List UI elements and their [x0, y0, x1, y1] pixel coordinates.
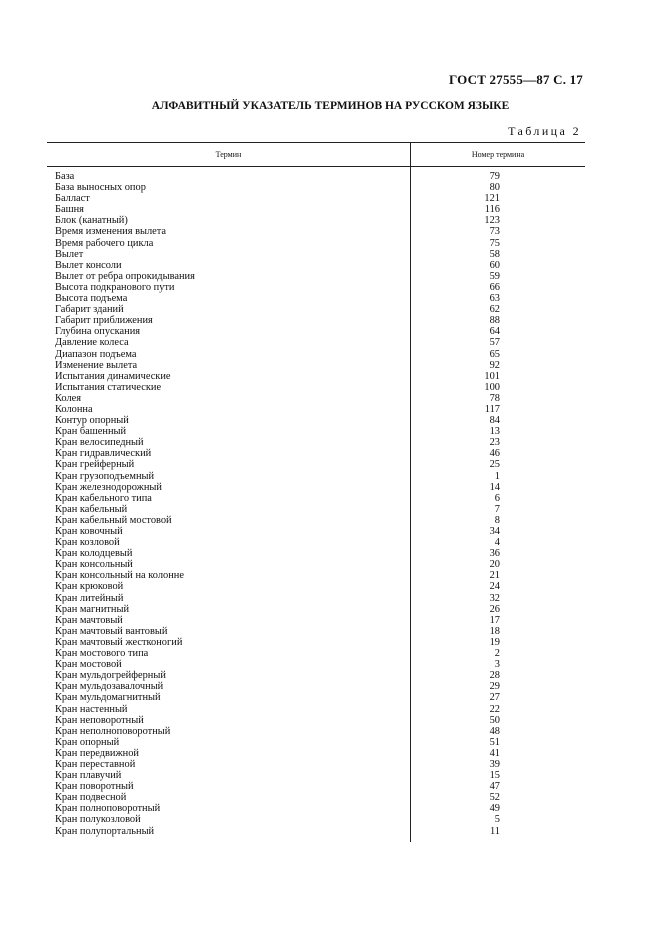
term-cell: Кран мульдогрейферный	[55, 670, 166, 682]
page-title: АЛФАВИТНЫЙ УКАЗАТЕЛЬ ТЕРМИНОВ НА РУССКОМ ЯЗЫКЕ	[151, 100, 510, 112]
term-cell: Высота подъема	[55, 293, 128, 305]
table-row	[0, 493, 661, 504]
table-row	[0, 415, 661, 426]
table-row	[0, 393, 661, 404]
table-row	[0, 282, 661, 293]
term-number-cell: 52	[489, 792, 500, 804]
table-row	[0, 182, 661, 193]
term-number-cell: 57	[489, 337, 500, 349]
table-row	[0, 704, 661, 715]
term-number-cell: 62	[489, 304, 500, 316]
term-number-cell: 123	[484, 215, 500, 227]
term-cell: Кран кабельный мостовой	[55, 514, 172, 526]
table-row	[0, 459, 661, 470]
table-row	[0, 615, 661, 626]
table-row	[0, 271, 661, 282]
table-row	[0, 792, 661, 803]
term-cell: Кран подвесной	[55, 792, 127, 804]
term-cell: Кран мульдомагнитный	[55, 692, 161, 704]
table-row	[0, 626, 661, 637]
table-row	[0, 471, 661, 482]
term-cell: Кран грузоподъемный	[55, 470, 155, 482]
term-cell: Колея	[55, 392, 82, 404]
term-number-cell: 7	[494, 503, 500, 515]
table-top-rule	[47, 142, 585, 143]
table-row	[0, 226, 661, 237]
term-number-cell: 11	[489, 825, 500, 837]
table-row	[0, 737, 661, 748]
term-cell: Габарит зданий	[55, 304, 124, 316]
table-row	[0, 770, 661, 781]
table-row	[0, 293, 661, 304]
term-cell: Кран полукозловой	[55, 814, 141, 826]
term-cell: Кран мачтовый вантовый	[55, 625, 168, 637]
term-number-cell: 24	[489, 581, 500, 593]
term-number-cell: 75	[489, 237, 500, 249]
term-cell: Балласт	[55, 193, 90, 205]
term-number-cell: 25	[489, 459, 500, 471]
table-row	[0, 260, 661, 271]
table-row	[0, 526, 661, 537]
term-number-cell: 117	[484, 403, 500, 415]
page-header-doc-ref: ГОСТ 27555—87 С. 17	[449, 72, 583, 87]
term-number-cell: 23	[489, 437, 500, 449]
term-cell: Вылет консоли	[55, 259, 122, 271]
table-row	[0, 593, 661, 604]
term-cell: Кран переставной	[55, 758, 136, 770]
table-row	[0, 559, 661, 570]
column-header-number: Номер термина	[471, 150, 525, 159]
table-row	[0, 515, 661, 526]
term-number-cell: 48	[489, 725, 500, 737]
term-number-cell: 21	[489, 570, 500, 582]
term-cell: Высота подкранового пути	[55, 281, 175, 293]
term-cell: База	[55, 171, 75, 182]
term-number-cell: 50	[489, 714, 500, 726]
term-cell: Кран консольный	[55, 559, 133, 571]
term-number-cell: 3	[494, 659, 500, 671]
term-cell: Кран колодцевый	[55, 548, 133, 560]
table-row	[0, 437, 661, 448]
term-cell: Кран поворотный	[55, 781, 134, 793]
term-cell: Кран козловой	[55, 537, 120, 549]
term-number-cell: 29	[489, 681, 500, 693]
table-row	[0, 482, 661, 493]
term-number-cell: 1	[494, 470, 500, 482]
table-row	[0, 814, 661, 825]
term-number-cell: 66	[489, 281, 500, 293]
table-row	[0, 249, 661, 260]
term-number-cell: 5	[494, 814, 500, 826]
term-cell: Кран железнодорожный	[55, 481, 162, 493]
term-cell: Вылет	[55, 248, 84, 260]
term-cell: Кран полноповоротный	[55, 803, 161, 815]
term-cell: Испытания статические	[55, 381, 162, 393]
term-cell: Глубина опускания	[55, 326, 141, 338]
term-number-cell: 88	[489, 315, 500, 327]
term-number-cell: 27	[489, 692, 500, 704]
term-number-cell: 32	[489, 592, 500, 604]
table-row	[0, 692, 661, 703]
table-row	[0, 171, 661, 182]
term-cell: Башня	[55, 204, 84, 216]
table-row	[0, 570, 661, 581]
term-cell: Кран консольный на колонне	[55, 570, 184, 582]
term-number-cell: 49	[489, 803, 500, 815]
table-row	[0, 759, 661, 770]
table-row	[0, 659, 661, 670]
term-cell: Кран плавучий	[55, 770, 122, 782]
term-cell: Давление колеса	[55, 337, 129, 349]
term-number-cell: 101	[484, 370, 500, 382]
table-row	[0, 215, 661, 226]
table-row	[0, 803, 661, 814]
term-number-cell: 78	[489, 392, 500, 404]
term-number-cell: 17	[489, 614, 500, 626]
term-number-cell: 41	[489, 747, 500, 759]
term-number-cell: 20	[489, 559, 500, 571]
table-row	[0, 326, 661, 337]
table-row	[0, 204, 661, 215]
table-row	[0, 404, 661, 415]
table-row	[0, 781, 661, 792]
term-number-cell: 8	[494, 514, 500, 526]
term-cell: Кран грейферный	[55, 459, 135, 471]
term-number-cell: 59	[489, 270, 500, 282]
table-row	[0, 604, 661, 615]
term-cell: Время рабочего цикла	[55, 237, 154, 249]
term-cell: Кран опорный	[55, 736, 120, 748]
term-number-cell: 2	[494, 648, 500, 660]
term-number-cell: 51	[489, 736, 500, 748]
term-cell: Кран крюковой	[55, 581, 124, 593]
term-number-cell: 64	[489, 326, 500, 338]
table-header-rule	[47, 166, 585, 167]
term-number-cell: 65	[489, 348, 500, 360]
term-number-cell: 26	[489, 603, 500, 615]
table-row	[0, 238, 661, 249]
term-number-cell: 15	[489, 770, 500, 782]
term-cell: Кран неповоротный	[55, 714, 144, 726]
table-row	[0, 504, 661, 515]
table-row	[0, 371, 661, 382]
table-row	[0, 537, 661, 548]
term-cell: Кран ковочный	[55, 526, 123, 537]
term-number-cell: 73	[489, 226, 500, 238]
table-label: Таблица 2	[508, 124, 581, 138]
table-row	[0, 726, 661, 737]
term-cell: Диапазон подъема	[55, 348, 137, 360]
term-cell: Блок (канатный)	[55, 215, 128, 227]
term-cell: Кран мостовой	[55, 659, 122, 671]
term-cell: Колонна	[55, 403, 93, 415]
term-cell: Кран велосипедный	[55, 437, 144, 449]
term-number-cell: 46	[489, 448, 500, 460]
term-cell: Кран полупортальный	[55, 825, 155, 837]
term-cell: Время изменения вылета	[55, 226, 167, 238]
term-number-cell: 60	[489, 259, 500, 271]
term-cell: Кран мостового типа	[55, 648, 149, 660]
term-number-cell: 28	[489, 670, 500, 682]
term-cell: Кран мачтовый жестконогий	[55, 636, 183, 648]
term-cell: Контур опорный	[55, 415, 129, 427]
term-number-cell: 92	[489, 359, 500, 371]
term-cell: Кран магнитный	[55, 603, 130, 615]
term-number-cell: 6	[494, 492, 500, 504]
term-cell: Кран передвижной	[55, 747, 139, 759]
term-cell: Вылет от ребра опрокидывания	[55, 270, 195, 282]
term-cell: Кран гидравлический	[55, 448, 152, 460]
table-row	[0, 681, 661, 692]
term-number-cell: 14	[489, 481, 500, 493]
term-number-cell: 84	[489, 415, 500, 427]
table-body	[0, 171, 661, 837]
table-row	[0, 426, 661, 437]
term-number-cell: 22	[489, 703, 500, 715]
term-number-cell: 58	[489, 248, 500, 260]
term-number-cell: 63	[489, 293, 500, 305]
table-row	[0, 304, 661, 315]
term-number-cell: 80	[489, 182, 500, 194]
column-header-term: Термин	[215, 150, 242, 159]
term-cell: Кран мульдозавалочный	[55, 681, 164, 693]
table-row	[0, 349, 661, 360]
term-cell: Кран кабельный	[55, 503, 128, 515]
term-number-cell: 36	[489, 548, 500, 560]
table-row	[0, 548, 661, 559]
table-row	[0, 670, 661, 681]
term-number-cell: 121	[484, 193, 500, 205]
term-number-cell: 19	[489, 636, 500, 648]
term-number-cell: 79	[489, 171, 500, 182]
table-row	[0, 581, 661, 592]
term-cell: Кран неполноповоротный	[55, 725, 171, 737]
term-number-cell: 13	[489, 426, 500, 438]
table-row	[0, 315, 661, 326]
term-number-cell: 39	[489, 758, 500, 770]
table-row	[0, 360, 661, 371]
term-cell: Испытания динамические	[55, 370, 171, 382]
table-row	[0, 637, 661, 648]
term-cell: Кран башенный	[55, 426, 127, 438]
table-row	[0, 826, 661, 837]
term-cell: Кран кабельного типа	[55, 492, 152, 504]
term-number-cell: 18	[489, 625, 500, 637]
term-cell: Изменение вылета	[55, 359, 138, 371]
term-number-cell: 100	[484, 381, 500, 393]
term-number-cell: 34	[489, 526, 500, 537]
term-number-cell: 116	[484, 204, 500, 216]
table-row	[0, 648, 661, 659]
table-row	[0, 382, 661, 393]
term-cell: Габарит приближения	[55, 315, 153, 327]
term-number-cell: 47	[489, 781, 500, 793]
term-cell: Кран литейный	[55, 592, 124, 604]
table-row	[0, 448, 661, 459]
term-number-cell: 4	[494, 537, 500, 549]
table-row	[0, 337, 661, 348]
table-row	[0, 193, 661, 204]
table-row	[0, 748, 661, 759]
term-cell: Кран мачтовый	[55, 614, 123, 626]
table-row	[0, 715, 661, 726]
term-cell: Кран настенный	[55, 703, 128, 715]
term-cell: База выносных опор	[55, 182, 146, 194]
